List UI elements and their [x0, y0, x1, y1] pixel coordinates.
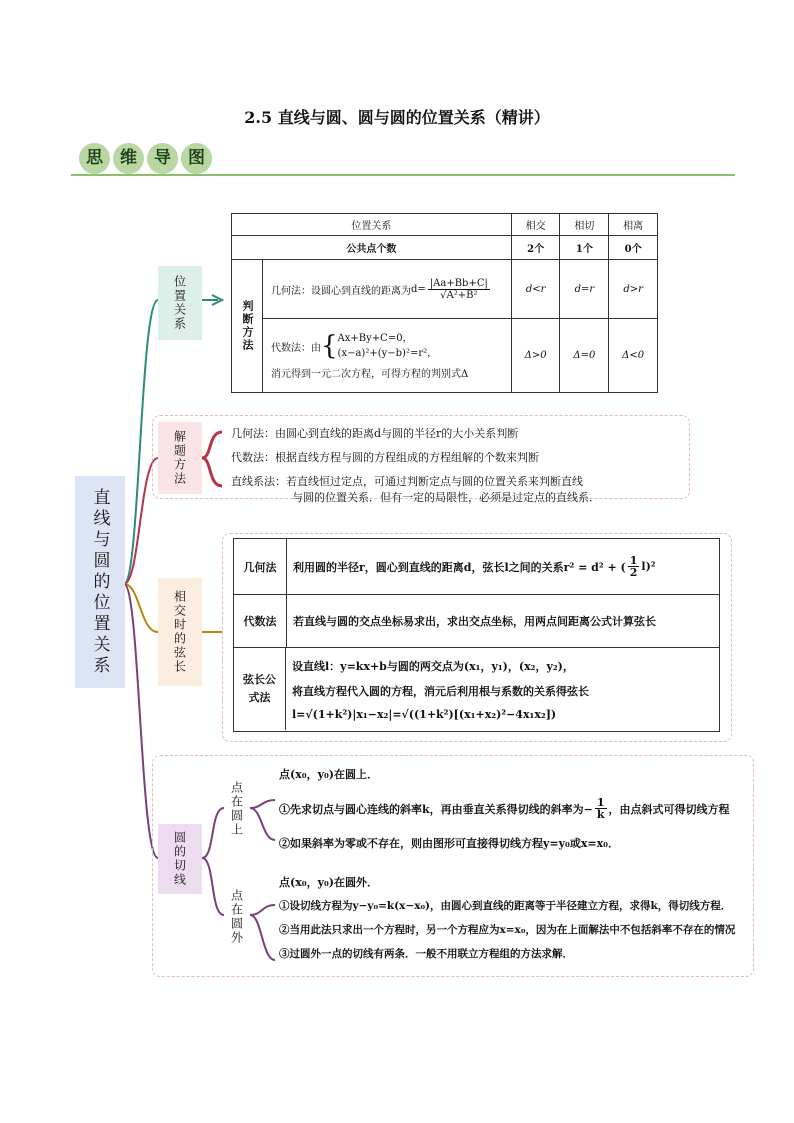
- alg-method-prefix: 代数法：由: [271, 342, 321, 354]
- on-circle-line1: 点(x₀，y₀)在圆上．: [279, 768, 378, 781]
- mind-map-badge-1: 思: [79, 143, 110, 174]
- alg-cell-tangent: Δ=0: [560, 319, 609, 393]
- branch-chord-label: 相交时的弦长: [158, 578, 202, 686]
- common-points-tangent: 1个: [560, 236, 609, 260]
- chord-alg-name: 代数法: [234, 595, 287, 647]
- chord-geo-after: l)²: [641, 560, 656, 573]
- solve-item-geometric: 几何法：由圆心到直线的距离d与圆的半径r的大小关系判断: [231, 427, 519, 440]
- branch-position-label: 位置关系: [158, 266, 202, 340]
- common-points-separate: 0个: [609, 236, 658, 260]
- geo-method-text: 几何法：设圆心到直线的距离为: [271, 285, 411, 297]
- root-node: 直线与圆的位置关系: [75, 476, 125, 688]
- chord-geo-text: 利用圆的半径r，圆心到直线的距离d，弦长l之间的关系r² = d² + (: [293, 560, 626, 574]
- on-circle-line2: ①先求切点与圆心连线的斜率k，再由垂直关系得切线的斜率为−: [279, 802, 593, 816]
- geo-denominator: √A²+B²: [440, 289, 478, 301]
- page-title: 2.5 直线与圆、圆与圆的位置关系（精讲）: [244, 108, 550, 127]
- on-circle-line2-tail: ，由点斜式可得切线方程: [608, 802, 730, 816]
- table-header-intersect: 相交: [511, 214, 560, 236]
- outside-line4: ③过圆外一点的切线有两条．一般不用联立方程组的方法求解．: [279, 948, 573, 960]
- geo-cell-separate: d>r: [609, 260, 658, 319]
- branch-solve-label: 解题方法: [158, 422, 202, 494]
- common-points-intersect: 2个: [511, 236, 560, 260]
- alg-method-suffix: 消元得到一元二次方程，可得方程的判别式Δ: [271, 369, 469, 380]
- outside-line1: 点(x₀，y₀)在圆外．: [279, 876, 378, 889]
- geo-cell-intersect: d<r: [511, 260, 560, 319]
- solve-item-line-system-cont: 与圆的位置关系．但有一定的局限性，必须是过定点的直线系．: [292, 491, 600, 504]
- chord-geo-frac-den: 2: [629, 566, 638, 579]
- chord-alg-text: 若直线与圆的交点坐标易求出，求出交点坐标，用两点间距离公式计算弦长: [293, 615, 656, 628]
- solve-item-line-system: 直线系法：若直线恒过定点，可通过判断定点与圆的位置关系来判断直线: [231, 475, 583, 488]
- table-header-separate: 相离: [609, 214, 658, 236]
- chord-formula-line3: l=√(1+k²)|x₁−x₂|=√((1+k²)[(x₁+x₂)²−4x₁x₂]): [292, 707, 557, 721]
- mind-map-badge-4: 图: [181, 143, 212, 174]
- chord-geo-name: 几何法: [234, 539, 287, 594]
- tangent-outside-label: 点在圆外: [229, 889, 244, 945]
- judge-method-label: 判断方法: [232, 260, 263, 391]
- on-circle-frac-num: 1: [596, 796, 605, 809]
- chord-formula-line1: 设直线l：y=kx+b与圆的两交点为(x₁，y₁)，(x₂，y₂)，: [292, 659, 574, 673]
- table-header-relation: 位置关系: [232, 214, 512, 236]
- chord-formula-name: 弦长公式法: [234, 648, 286, 730]
- common-points-label: 公共点个数: [232, 236, 512, 260]
- mind-map-badge-3: 导: [147, 143, 178, 174]
- on-circle-line3: ②如果斜率为零或不存在，则由图形可直接得切线方程y=y₀或x=x₀．: [279, 837, 619, 850]
- mind-map-badge-2: 维: [113, 143, 144, 174]
- outside-line2: ①设切线方程为y−y₀=k(x−x₀)，由圆心到直线的距离等于半径建立方程，求得k，得切线方程．: [279, 900, 732, 912]
- table-header-tangent: 相切: [560, 214, 609, 236]
- chord-formula-line2: 将直线方程代入圆的方程，消元后利用根与系数的关系得弦长: [292, 684, 589, 698]
- outside-line3: ②当用此法只求出一个方程时，另一个方程应为x=x₀，因为在上面解法中不包括斜率不存在的情况: [279, 924, 736, 936]
- geo-d: d=: [411, 283, 426, 295]
- geo-numerator: |Aa+Bb+C|: [429, 277, 488, 289]
- solve-item-algebraic: 代数法：根据直线方程与圆的方程组成的方程组解的个数来判断: [231, 451, 539, 464]
- geo-cell-tangent: d=r: [560, 260, 609, 319]
- on-circle-frac-den: k: [596, 808, 605, 821]
- position-table: 位置关系 相交 相切 相离 公共点个数 2个 1个 0个 判断方法 几何法：设圆心到直线的距离为 d= $\frac{|Aa+Bb+C|}{\text{√A²+B²}}$ d<r d=r d>r 代数法：由 { Ax+By+C=0， (x−a)²+(y−b)²=r²， 消元得到一元二次方程，可得方程的判别式Δ Δ>0 Δ=0 Δ<0: [231, 213, 658, 393]
- alg-eq2: (x−a)²+(y−b)²=r²，: [337, 348, 438, 359]
- alg-cell-intersect: Δ>0: [511, 319, 560, 393]
- branch-tangent-label: 圆的切线: [158, 824, 202, 894]
- chord-table: [233, 538, 720, 732]
- chord-geo-frac-num: 1: [629, 554, 638, 567]
- alg-cell-separate: Δ<0: [609, 319, 658, 393]
- tangent-on-circle-label: 点在圆上: [229, 781, 244, 837]
- alg-eq1: Ax+By+C=0，: [337, 333, 413, 344]
